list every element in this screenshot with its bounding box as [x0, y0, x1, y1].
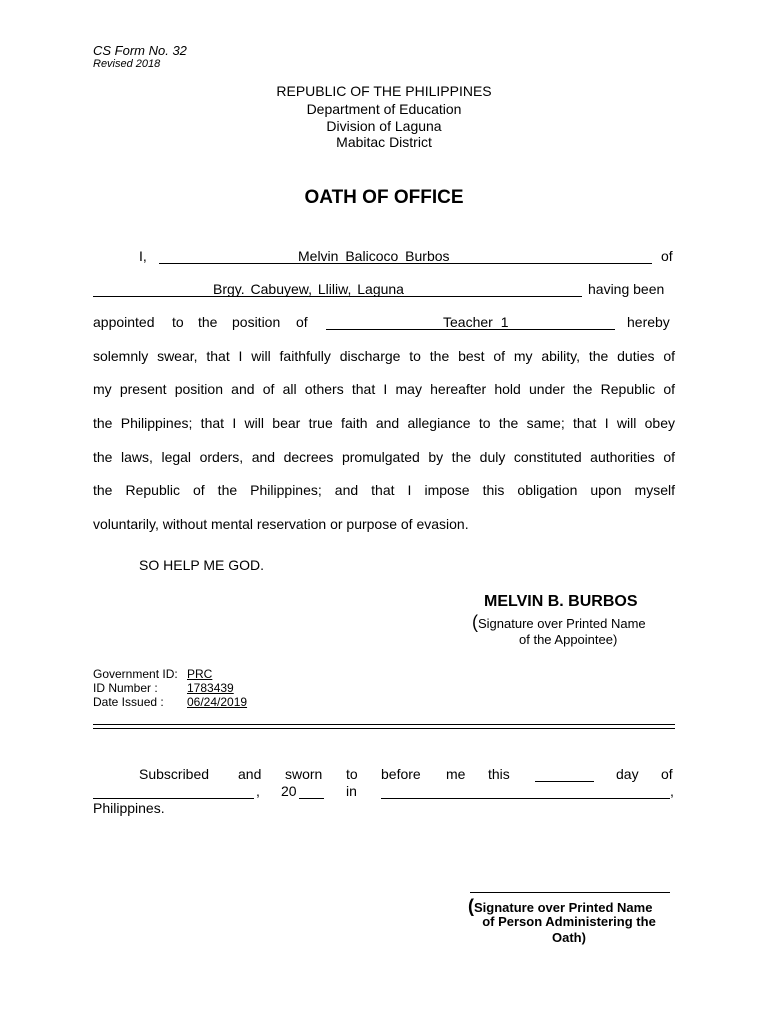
- jurat-word: me: [446, 766, 466, 782]
- admin-caption-line2: of Person Administering the: [482, 914, 656, 929]
- date-issued-value: 06/24/2019: [187, 695, 248, 709]
- jurat-end-comma: ,: [670, 783, 674, 799]
- appointed-word: appointed: [93, 314, 155, 330]
- header-division: Division of Laguna: [326, 118, 442, 134]
- form-number: CS Form No. 32: [93, 43, 187, 58]
- open-paren: (: [468, 896, 474, 916]
- admin-caption-line3: Oath): [552, 930, 586, 945]
- gov-id-label: Government ID:: [93, 667, 178, 681]
- position-field: Teacher 1: [443, 314, 509, 330]
- jurat-word: and: [238, 766, 262, 782]
- id-number-value: 1783439: [187, 681, 234, 695]
- jurat-word: this: [488, 766, 510, 782]
- form-revision: Revised 2018: [93, 58, 161, 70]
- appointee-caption-line2: of the Appointee): [519, 632, 618, 647]
- address-field: Brgy. Cabuyew, Lliliw, Laguna: [213, 281, 404, 297]
- day-underline: [535, 781, 594, 782]
- appointed-word: to: [172, 314, 184, 330]
- having-been-label: having been: [588, 281, 665, 297]
- hereby-label: hereby: [627, 314, 670, 330]
- oath-body-line: the laws, legal orders, and decrees promulgated by the duly constituted authorities of: [93, 449, 675, 465]
- jurat-word: Subscribed: [139, 766, 210, 782]
- oath-body-line: the Philippines; that I will bear true faith and allegiance to the same; that I will obey: [93, 415, 675, 431]
- oath-body-last-line: voluntarily, without mental reservation or purpose of evasion.: [93, 516, 469, 532]
- admin-caption-text: Signature over Printed Name: [474, 900, 653, 915]
- page-title: OATH OF OFFICE: [304, 187, 464, 208]
- oath-body-line: my present position and of all others that I may hereafter hold under the Republic of: [93, 381, 675, 397]
- oath-i-label: I,: [139, 248, 147, 264]
- jurat-day-label: day: [616, 766, 639, 782]
- header-department: Department of Education: [306, 101, 462, 117]
- oath-body-line: solemnly swear, that I will faithfully discharge to the best of my ability, the duties of: [93, 348, 675, 364]
- appointee-caption-line1: [472, 612, 646, 633]
- id-number-label: ID Number :: [93, 681, 158, 695]
- header-district: Mabitac District: [336, 134, 432, 150]
- appointed-word: of: [296, 314, 308, 330]
- month-underline: [93, 798, 254, 799]
- appointee-name-field: Melvin Balicoco Burbos: [298, 248, 450, 264]
- admin-signature-line: [470, 892, 670, 893]
- open-paren: (: [472, 612, 478, 632]
- jurat-word: to: [346, 766, 358, 782]
- year-prefix: 20: [281, 783, 297, 799]
- year-underline: [299, 798, 324, 799]
- oath-body-line: the Republic of the Philippines; and that I impose this obligation upon myself: [93, 482, 675, 498]
- jurat-in-label: in: [346, 783, 357, 799]
- jurat-word: before: [381, 766, 421, 782]
- section-divider: [93, 724, 675, 729]
- appointed-word: position: [232, 314, 281, 330]
- gov-id-value: PRC: [187, 667, 213, 681]
- appointee-caption-text: Signature over Printed Name: [478, 616, 646, 631]
- jurat-philippines: Philippines.: [93, 800, 165, 816]
- header-republic: REPUBLIC OF THE PHILIPPINES: [276, 83, 492, 99]
- jurat-of-label: of: [661, 766, 673, 782]
- jurat-comma: ,: [256, 783, 260, 799]
- place-underline: [381, 798, 670, 799]
- oath-of-label: of: [661, 248, 673, 264]
- appointed-word: the: [198, 314, 218, 330]
- date-issued-label: Date Issued :: [93, 695, 164, 709]
- appointee-printed-name: MELVIN B. BURBOS: [484, 593, 638, 610]
- jurat-word: sworn: [285, 766, 323, 782]
- closing-phrase: SO HELP ME GOD.: [139, 557, 264, 573]
